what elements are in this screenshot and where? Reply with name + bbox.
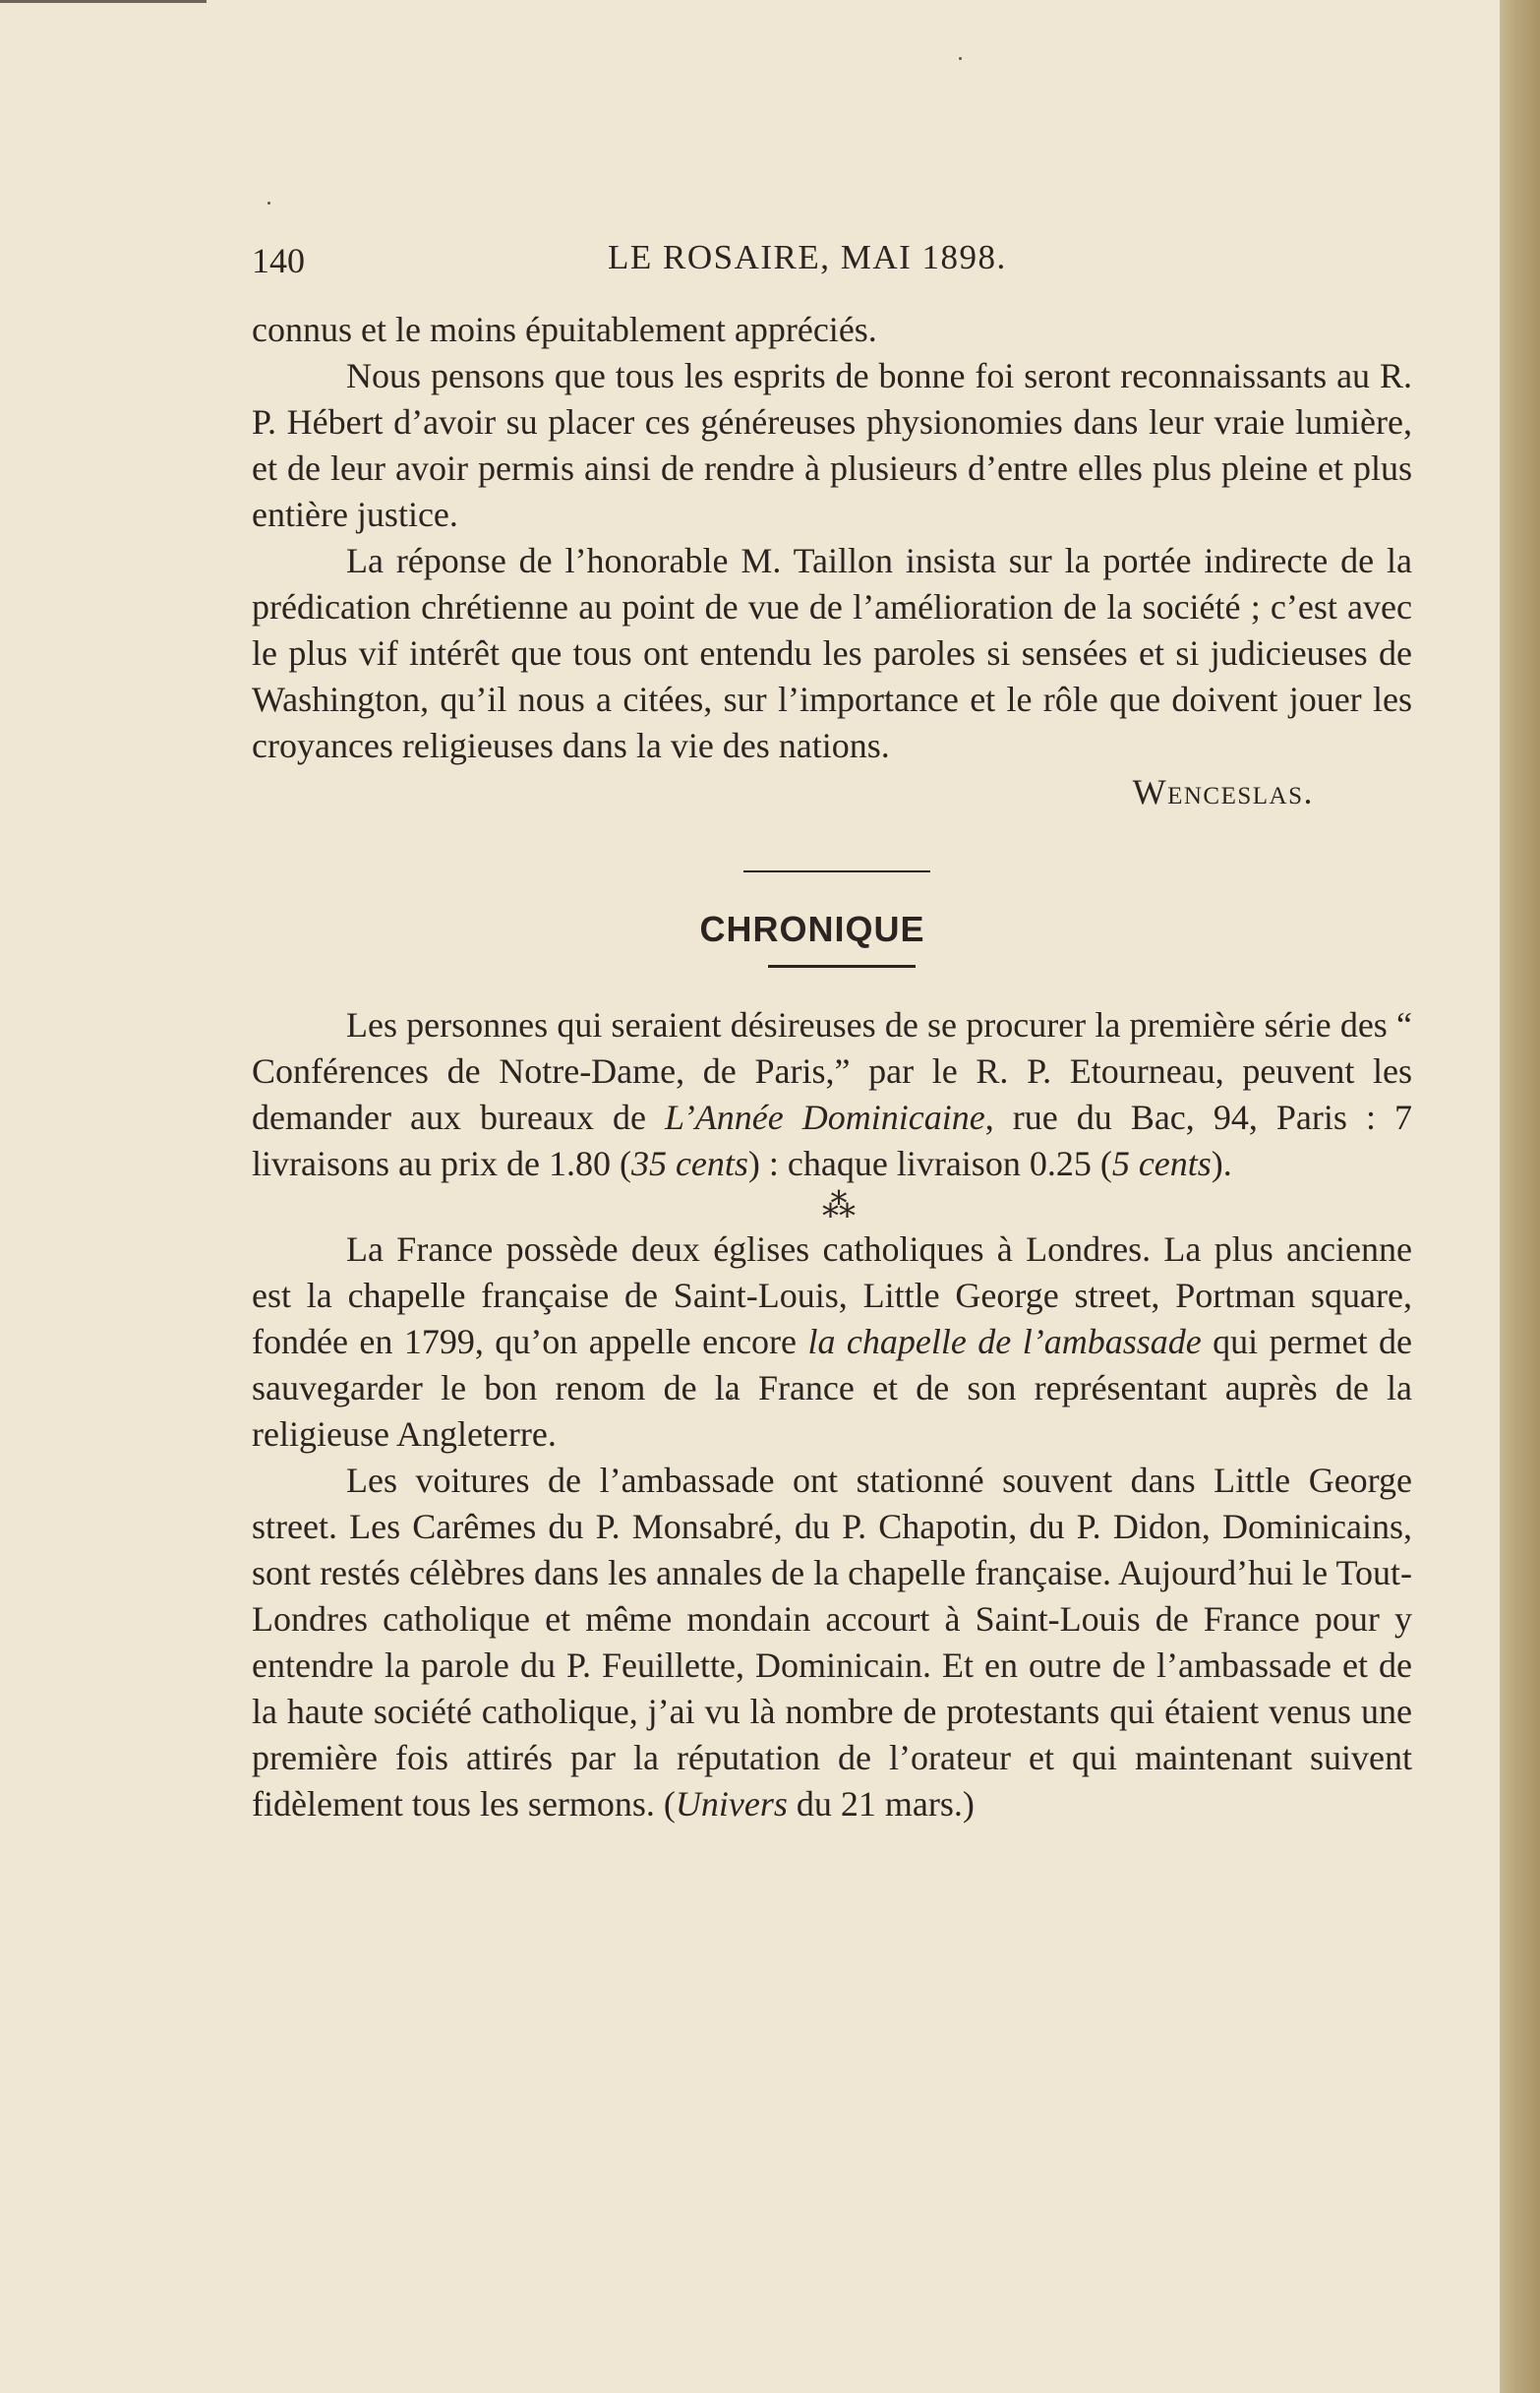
chronicle-item (252, 1002, 1412, 1187)
page-number: 140 (252, 241, 305, 280)
page-header (252, 238, 1058, 283)
italic-title: L’Année Dominicaine (665, 1098, 985, 1137)
text-run: Les voitures de l’ambassade ont stationné souvent dans Little George street. Les Carêmes du P. Monsabré, du P. Chapotin, du P. Didon, Dominicains, sont restés célèbres dans les annales de la chapelle française. Aujourd’hui le Tout-Londres catholique et même mondain accourt à Saint-Louis de France pour y entendre la parole du P. Feuillette, Dominicain. Et en outre de l’ambassade et de la haute société catholique, j’ai vu là nombre de protestants qui étaient venus une première fois attirés par la réputation de l’orateur et qui maintenant suivent fidèlement tous les sermons. ( (252, 1461, 1412, 1824)
paragraph: La réponse de l’honorable M. Taillon insista sur la portée indirecte de la prédication chrétienne au point de vue de l’amélioration de la société ; c’est avec le plus vif intérêt que tous ont entendu les paroles si sensées et si judicieuses de Washington, qu’il nous a citées, sur l’importance et le rôle que doivent jouer les croyances religieuses dans la vie des nations. (252, 541, 1412, 765)
paragraph: Nous pensons que tous les esprits de bonne foi seront reconnaissants au R. P. Hébert d’avoir su placer ces généreuses physionomies dans leur vraie lumière, et de leur avoir permis ainsi de rendre à plusieurs d’entre elles plus pleine et plus entière justice. (252, 356, 1412, 534)
heading-rule (768, 965, 916, 968)
text-run: La France possède deux églises catholiques à Londres. La plus ancienne est la chapelle française de Saint-Louis, Little George street, Portman square, fondée en 1799, qu’on appelle encore (252, 1229, 1412, 1361)
page-edge (1500, 0, 1540, 2393)
chronicle-item (252, 1226, 1412, 1458)
section-heading: CHRONIQUE (699, 909, 925, 949)
text-run: ) : chaque livraison 0.25 ( (747, 1144, 1112, 1183)
running-head: LE ROSAIRE, MAI 1898. (608, 238, 1007, 276)
text-run: ). (1211, 1144, 1232, 1183)
text-run: qui permet de sauvegarder le bon renom de la France et de son représentant auprès de la religieuse Angleterre. (252, 1322, 1412, 1454)
italic-price: 5 cents (1111, 1144, 1212, 1183)
asterism-separator: ⁂ (822, 1188, 852, 1225)
text-run: Les personnes qui seraient désireuses de se procurer la première série des “ Conférences de Notre-Dame, de Paris,” par le R. P. Etourneau, peuvent les demander aux bureaux de (252, 1005, 1412, 1137)
body-text (252, 307, 1412, 1827)
paragraph-continuation: connus et le moins épuitablement appréciés. (252, 310, 877, 349)
divider-rule (743, 870, 930, 872)
heading-underline (252, 955, 1412, 1002)
italic-source: Univers (675, 1784, 788, 1824)
author-signature: Wenceslas. (1132, 772, 1314, 811)
text-run: du 21 mars.) (787, 1784, 975, 1824)
chronicle-item (252, 1458, 1412, 1827)
section-divider (252, 815, 1412, 904)
italic-phrase: la chapelle de l’ambassade (807, 1322, 1202, 1361)
italic-price: 35 cents (630, 1144, 748, 1183)
text-run: , rue du Bac, 94, Paris : 7 livraisons au prix de 1.80 ( (252, 1098, 1412, 1183)
ink-speck (959, 57, 962, 60)
ink-speck (267, 202, 270, 205)
top-edge-rule (0, 0, 207, 3)
